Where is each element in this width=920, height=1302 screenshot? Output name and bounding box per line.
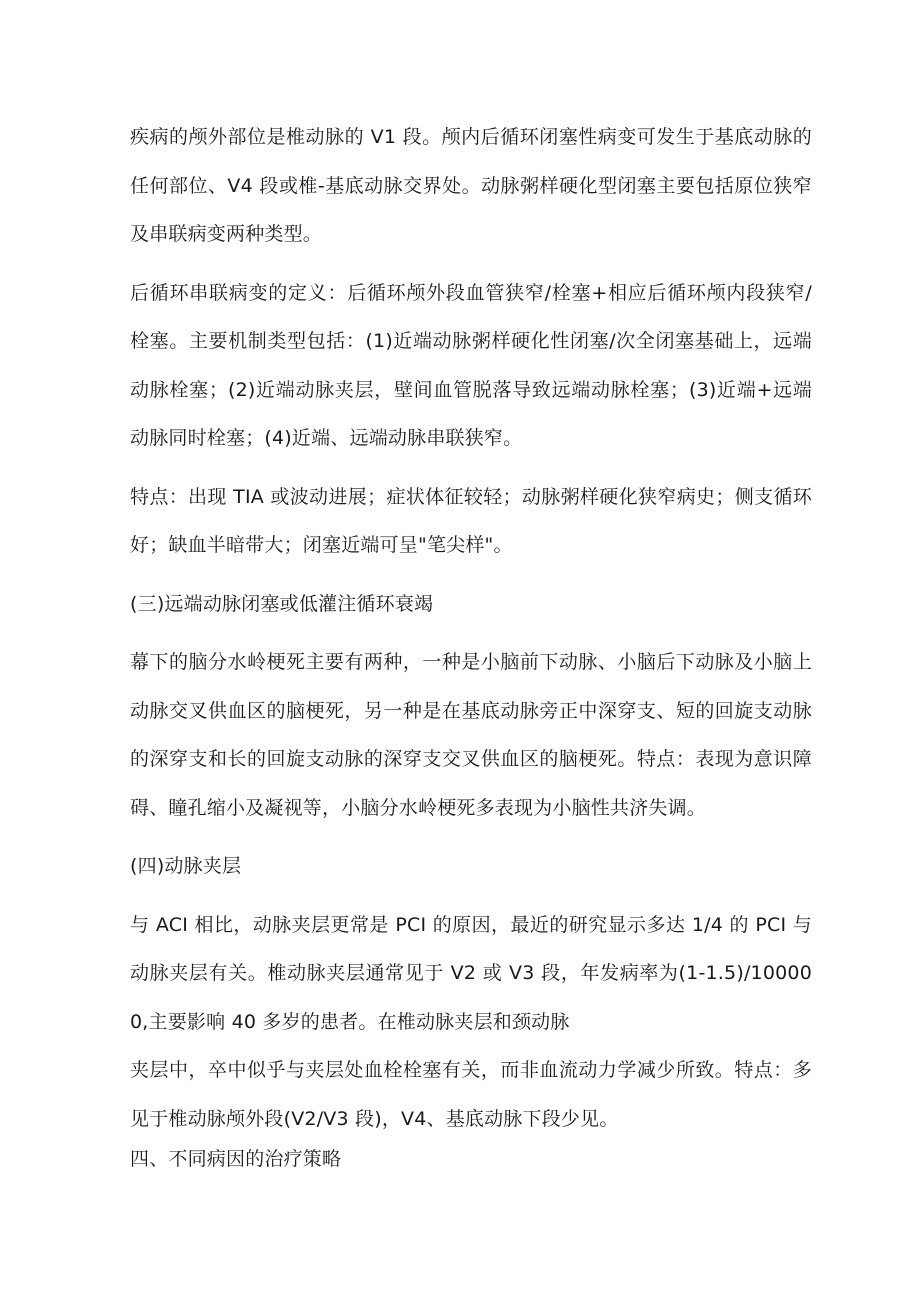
paragraph-dissection-features: 夹层中，卒中似乎与夹层处血栓栓塞有关，而非血流动力学减少所致。特点：多见于椎动脉颅外段(V2/V3 段)，V4、基底动脉下段少见。 [130, 1059, 812, 1130]
subheading-arterial-dissection: (四)动脉夹层 [130, 855, 242, 877]
paragraph-watershed-infarction: 幕下的脑分水岭梗死主要有两种，一种是小脑前下动脉、小脑后下动脉及小脑上动脉交叉供血区的脑梗死，另一种是在基底动脉旁正中深穿支、短的回旋支动脉的深穿支和长的回旋支动脉的深穿支交叉供血区的脑梗死。特点：表现为意识障碍、瞳孔缩小及凝视等，小脑分水岭梗死多表现为小脑性共济失调。 [130, 651, 812, 819]
subheading-distal-occlusion: (三)远端动脉闭塞或低灌注循环衰竭 [130, 592, 434, 615]
paragraph-tandem-lesion-definition: 后循环串联病变的定义：后循环颅外段血管狭窄/栓塞+相应后循环颅内段狭窄/栓塞。主要机制类型包括：(1)近端动脉粥样硬化性闭塞/次全闭塞基础上，远端动脉栓塞；(2)近端动脉夹层，壁间血管脱落导致远端动脉栓塞；(3)近端+远端动脉同时栓塞；(4)近端、远端动脉串联狭窄。 [130, 281, 812, 449]
paragraph-v1-segment: 疾病的颅外部位是椎动脉的 V1 段。颅内后循环闭塞性病变可发生于基底动脉的任何部位、V4 段或椎-基底动脉交界处。动脉粥样硬化型闭塞主要包括原位狭窄及串联病变两种类型。 [130, 126, 812, 245]
section-heading-treatment-strategy: 四、不同病因的治疗策略 [130, 1148, 342, 1170]
paragraph-tandem-features: 特点：出现 TIA 或波动进展；症状体征较轻；动脉粥样硬化狭窄病史；侧支循环好；缺血半暗带大；闭塞近端可呈"笔尖样"。 [130, 485, 812, 556]
paragraph-dissection-epidemiology: 与 ACI 相比，动脉夹层更常是 PCI 的原因，最近的研究显示多达 1/4 的 PCI 与动脉夹层有关。椎动脉夹层通常见于 V2 或 V3 段，年发病率为(1-1.5)/100000,主要影响 40 多岁的患者。在椎动脉夹层和颈动脉 [130, 913, 812, 1033]
